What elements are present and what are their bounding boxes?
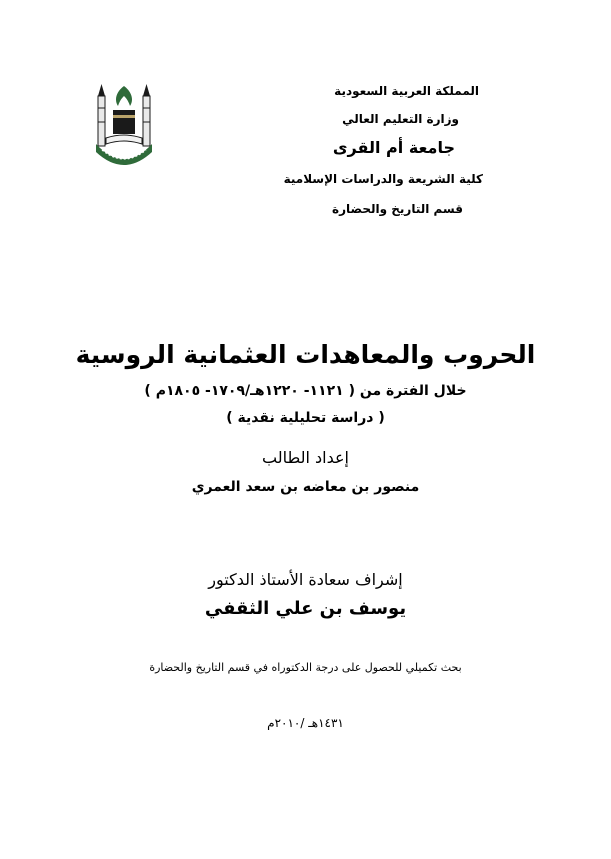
student-name: منصور بن معاضه بن سعد العمري [191, 479, 420, 495]
thesis-note: بحث تكميلي للحصول على درجة الدكتوراه في قسم التاريخ والحضارة [149, 661, 462, 674]
prepared-by-label: إعداد الطالب [262, 448, 349, 467]
ministry-name: وزارة التعليم العالي [342, 112, 459, 126]
university-name: جامعة أم القرى [332, 138, 455, 157]
country-name: المملكة العربية السعودية [334, 84, 479, 98]
thesis-date: ١٤٣١هـ /٢٠١٠م [267, 716, 344, 730]
supervisor-name: يوسف بن علي الثقفي [204, 598, 407, 619]
department-name: قسم التاريخ والحضارة [332, 202, 463, 216]
thesis-period: خلال الفترة من ( ١١٢١- ١٢٢٠هـ/١٧٠٩- ١٨٠٥م ) [144, 383, 467, 399]
thesis-title: الحروب والمعاهدات العثمانية الروسية [75, 340, 536, 369]
university-emblem-icon [92, 78, 156, 178]
college-name: كلية الشريعة والدراسات الإسلامية [283, 172, 483, 186]
study-type: ( دراسة تحليلية نقدية ) [226, 410, 385, 426]
supervision-label: إشراف سعادة الأستاذ الدكتور [208, 570, 403, 589]
